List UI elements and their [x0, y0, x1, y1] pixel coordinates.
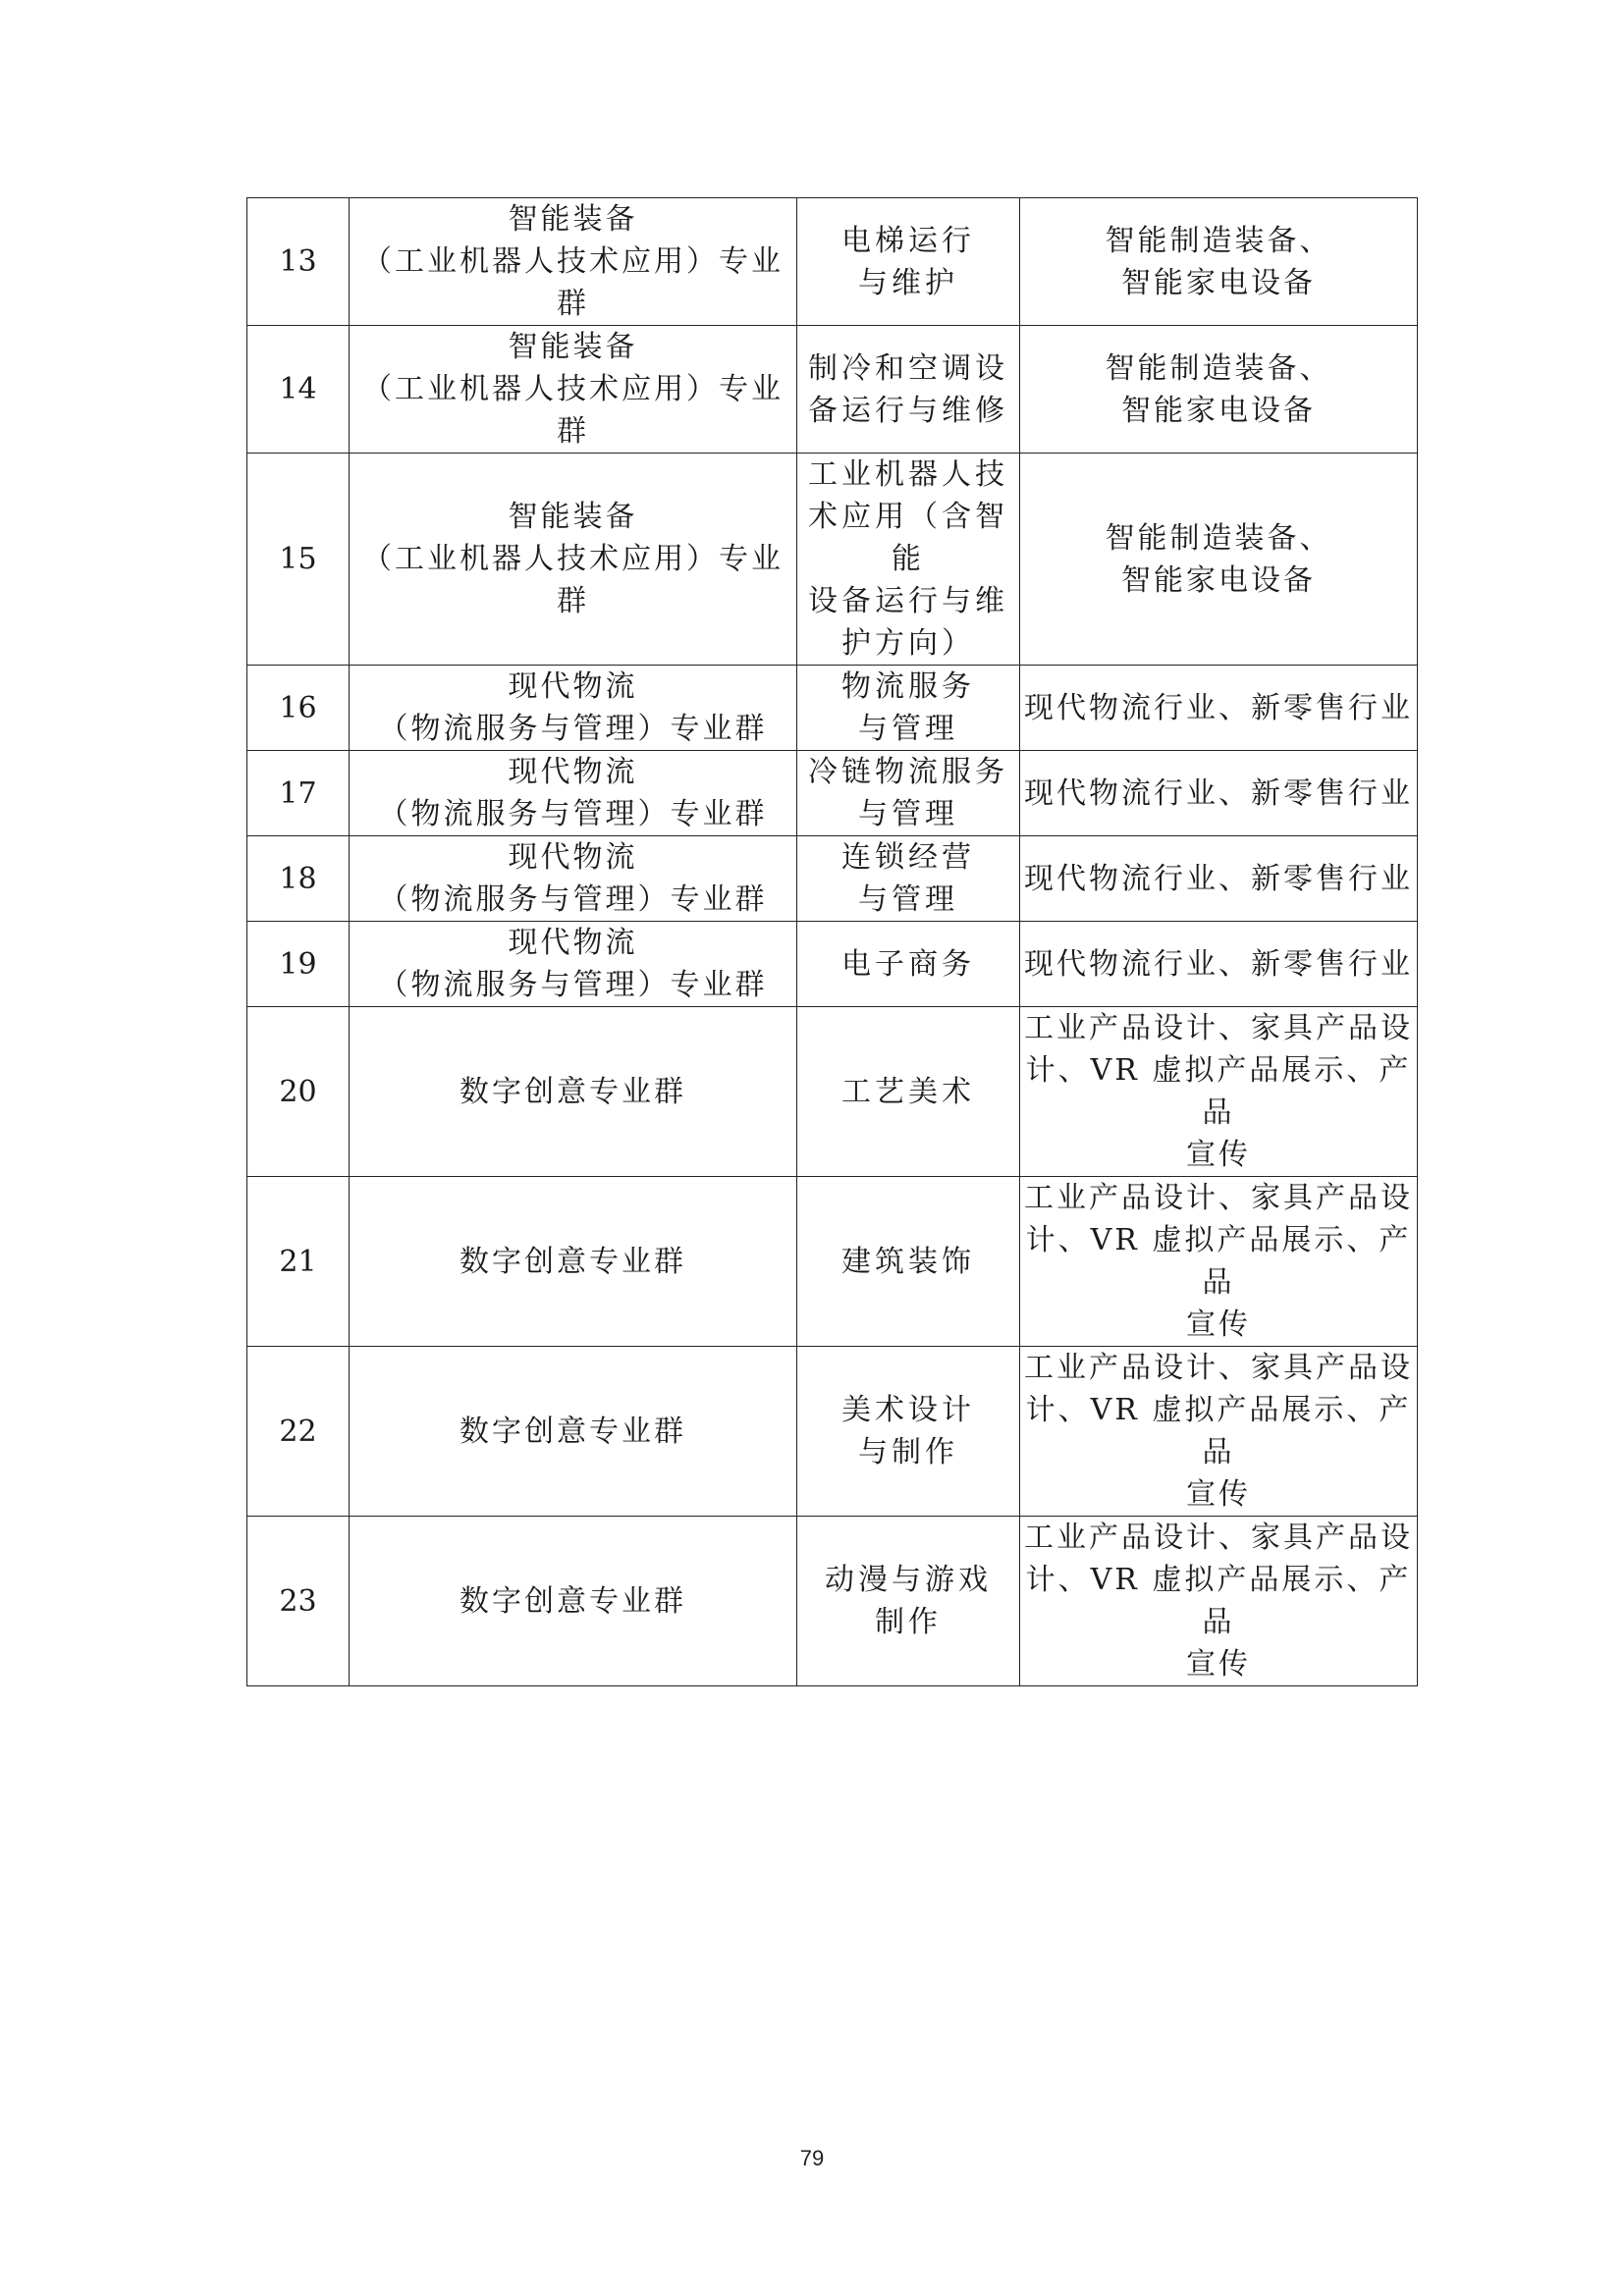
- table-row: [247, 198, 1418, 326]
- major-cell: 电梯运行 与维护: [797, 198, 1020, 326]
- major-group-cell: 数字创意专业群: [350, 1517, 797, 1686]
- major-group-cell: 数字创意专业群: [350, 1347, 797, 1517]
- industry-cell: 现代物流行业、新零售行业: [1020, 922, 1418, 1007]
- table-row: [247, 1517, 1418, 1686]
- industry-cell: 工业产品设计、家具产品设 计、VR 虚拟产品展示、产品 宣传: [1020, 1177, 1418, 1347]
- major-cell: 电子商务: [797, 922, 1020, 1007]
- major-cell: 物流服务 与管理: [797, 666, 1020, 751]
- table-row: [247, 1347, 1418, 1517]
- row-number: 13: [247, 198, 350, 326]
- major-cell: 冷链物流服务 与管理: [797, 751, 1020, 836]
- major-group-cell: 数字创意专业群: [350, 1007, 797, 1177]
- major-group-cell: 数字创意专业群: [350, 1177, 797, 1347]
- industry-cell: 现代物流行业、新零售行业: [1020, 751, 1418, 836]
- row-number: 21: [247, 1177, 350, 1347]
- major-group-cell: 现代物流 （物流服务与管理）专业群: [350, 751, 797, 836]
- major-cell: 制冷和空调设 备运行与维修: [797, 326, 1020, 454]
- major-group-cell: 智能装备 （工业机器人技术应用）专业群: [350, 454, 797, 666]
- row-number: 15: [247, 454, 350, 666]
- industry-cell: 智能制造装备、 智能家电设备: [1020, 326, 1418, 454]
- industry-cell: 工业产品设计、家具产品设 计、VR 虚拟产品展示、产品 宣传: [1020, 1517, 1418, 1686]
- major-group-cell: 智能装备 （工业机器人技术应用）专业群: [350, 326, 797, 454]
- major-cell: 连锁经营 与管理: [797, 836, 1020, 922]
- major-group-cell: 现代物流 （物流服务与管理）专业群: [350, 836, 797, 922]
- industry-cell: 现代物流行业、新零售行业: [1020, 836, 1418, 922]
- industry-cell: 工业产品设计、家具产品设 计、VR 虚拟产品展示、产品 宣传: [1020, 1347, 1418, 1517]
- table-row: [247, 836, 1418, 922]
- row-number: 23: [247, 1517, 350, 1686]
- row-number: 20: [247, 1007, 350, 1177]
- table-row: [247, 1007, 1418, 1177]
- page-number: 79: [799, 2146, 825, 2170]
- industry-cell: 工业产品设计、家具产品设 计、VR 虚拟产品展示、产品 宣传: [1020, 1007, 1418, 1177]
- major-group-table: [246, 197, 1418, 1686]
- table-row: [247, 1177, 1418, 1347]
- row-number: 22: [247, 1347, 350, 1517]
- row-number: 19: [247, 922, 350, 1007]
- industry-cell: 智能制造装备、 智能家电设备: [1020, 454, 1418, 666]
- major-cell: 工艺美术: [797, 1007, 1020, 1177]
- row-number: 18: [247, 836, 350, 922]
- table-row: [247, 922, 1418, 1007]
- table-row: [247, 326, 1418, 454]
- major-cell: 建筑装饰: [797, 1177, 1020, 1347]
- industry-cell: 智能制造装备、 智能家电设备: [1020, 198, 1418, 326]
- major-cell: 工业机器人技 术应用（含智能 设备运行与维 护方向）: [797, 454, 1020, 666]
- industry-cell: 现代物流行业、新零售行业: [1020, 666, 1418, 751]
- row-number: 14: [247, 326, 350, 454]
- major-group-cell: 智能装备 （工业机器人技术应用）专业群: [350, 198, 797, 326]
- row-number: 16: [247, 666, 350, 751]
- major-cell: 动漫与游戏 制作: [797, 1517, 1020, 1686]
- row-number: 17: [247, 751, 350, 836]
- major-cell: 美术设计 与制作: [797, 1347, 1020, 1517]
- table-row: [247, 666, 1418, 751]
- major-group-cell: 现代物流 （物流服务与管理）专业群: [350, 666, 797, 751]
- table-row: [247, 751, 1418, 836]
- major-group-cell: 现代物流 （物流服务与管理）专业群: [350, 922, 797, 1007]
- table-row: [247, 454, 1418, 666]
